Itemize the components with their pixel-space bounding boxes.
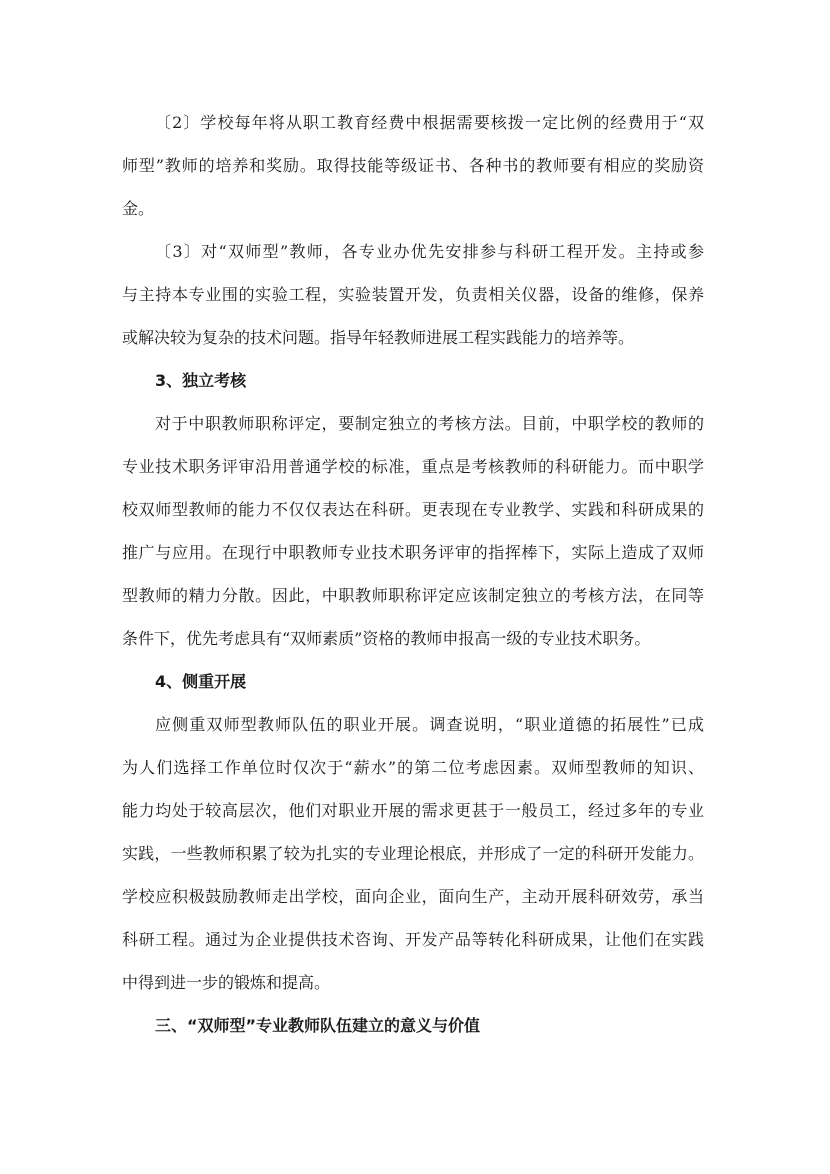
paragraph [122,712,704,1013]
paragraph-line: 〔2〕学校每年将从职工教育经费中根据需要核拨一定比例的经费用于“双 [155,113,704,132]
paragraph-line: 金。 [122,199,155,218]
paragraph-line: 推广与应用。在现行中职教师专业技术职务评审的指挥棒下，实际上造成了双师 [122,543,704,562]
heading-text: 3、独立考核 [155,371,247,390]
paragraph-line: 师型”教师的培养和奖励。取得技能等级证书、各种书的教师要有相应的奖励资 [122,156,704,175]
document-page [122,110,704,1056]
paragraph-line: 能力均处于较高层次，他们对职业开展的需求更甚于一般员工，经过多年的专业 [122,801,704,820]
heading-text: 4、侧重开展 [155,672,247,691]
paragraph-line: 中得到进一步的锻炼和提高。 [122,973,331,992]
paragraph-line: 专业技术职务评审沿用普通学校的标准，重点是考核教师的科研能力。而中职学 [122,457,704,476]
paragraph-line: 与主持本专业围的实验工程，实验装置开发，负责相关仪器，设备的维修，保养 [122,285,704,304]
paragraph-line: 应侧重双师型教师队伍的职业开展。调查说明，“职业道德的拓展性”已成 [155,715,704,734]
paragraph [122,239,704,368]
section-heading [122,669,704,712]
paragraph-line: 校双师型教师的能力不仅仅表达在科研。更表现在专业教学、实践和科研成果的 [122,500,704,519]
paragraph-line: 为人们选择工作单位时仅次于“薪水”的第二位考虑因素。双师型教师的知识、 [122,758,704,777]
section-heading [122,368,704,411]
paragraph-line: 型教师的精力分散。因此，中职教师职称评定应该制定独立的考核方法，在同等 [122,586,704,605]
paragraph-line: 条件下，优先考虑具有“双师素质”资格的教师申报高一级的专业技术职务。 [122,629,651,648]
paragraph-line: 学校应积极鼓励教师走出学校，面向企业，面向生产，主动开展科研效劳，承当 [122,887,704,906]
paragraph-line: 或解决较为复杂的技术问题。指导年轻教师进展工程实践能力的培养等。 [122,328,635,347]
paragraph-line: 〔3〕对“双师型”教师，各专业办优先安排参与科研工程开发。主持或参 [155,242,704,261]
paragraph-line: 科研工程。通过为企业提供技术咨询、开发产品等转化科研成果，让他们在实践 [122,930,704,949]
paragraph-line: 对于中职教师职称评定，要制定独立的考核方法。目前，中职学校的教师的 [155,414,704,433]
heading-text: 三、“双师型”专业教师队伍建立的意义与价值 [155,1016,481,1035]
paragraph-line: 实践，一些教师积累了较为扎实的专业理论根底，并形成了一定的科研开发能力。 [122,844,704,863]
section-heading [122,1013,704,1056]
paragraph [122,110,704,239]
paragraph [122,411,704,669]
